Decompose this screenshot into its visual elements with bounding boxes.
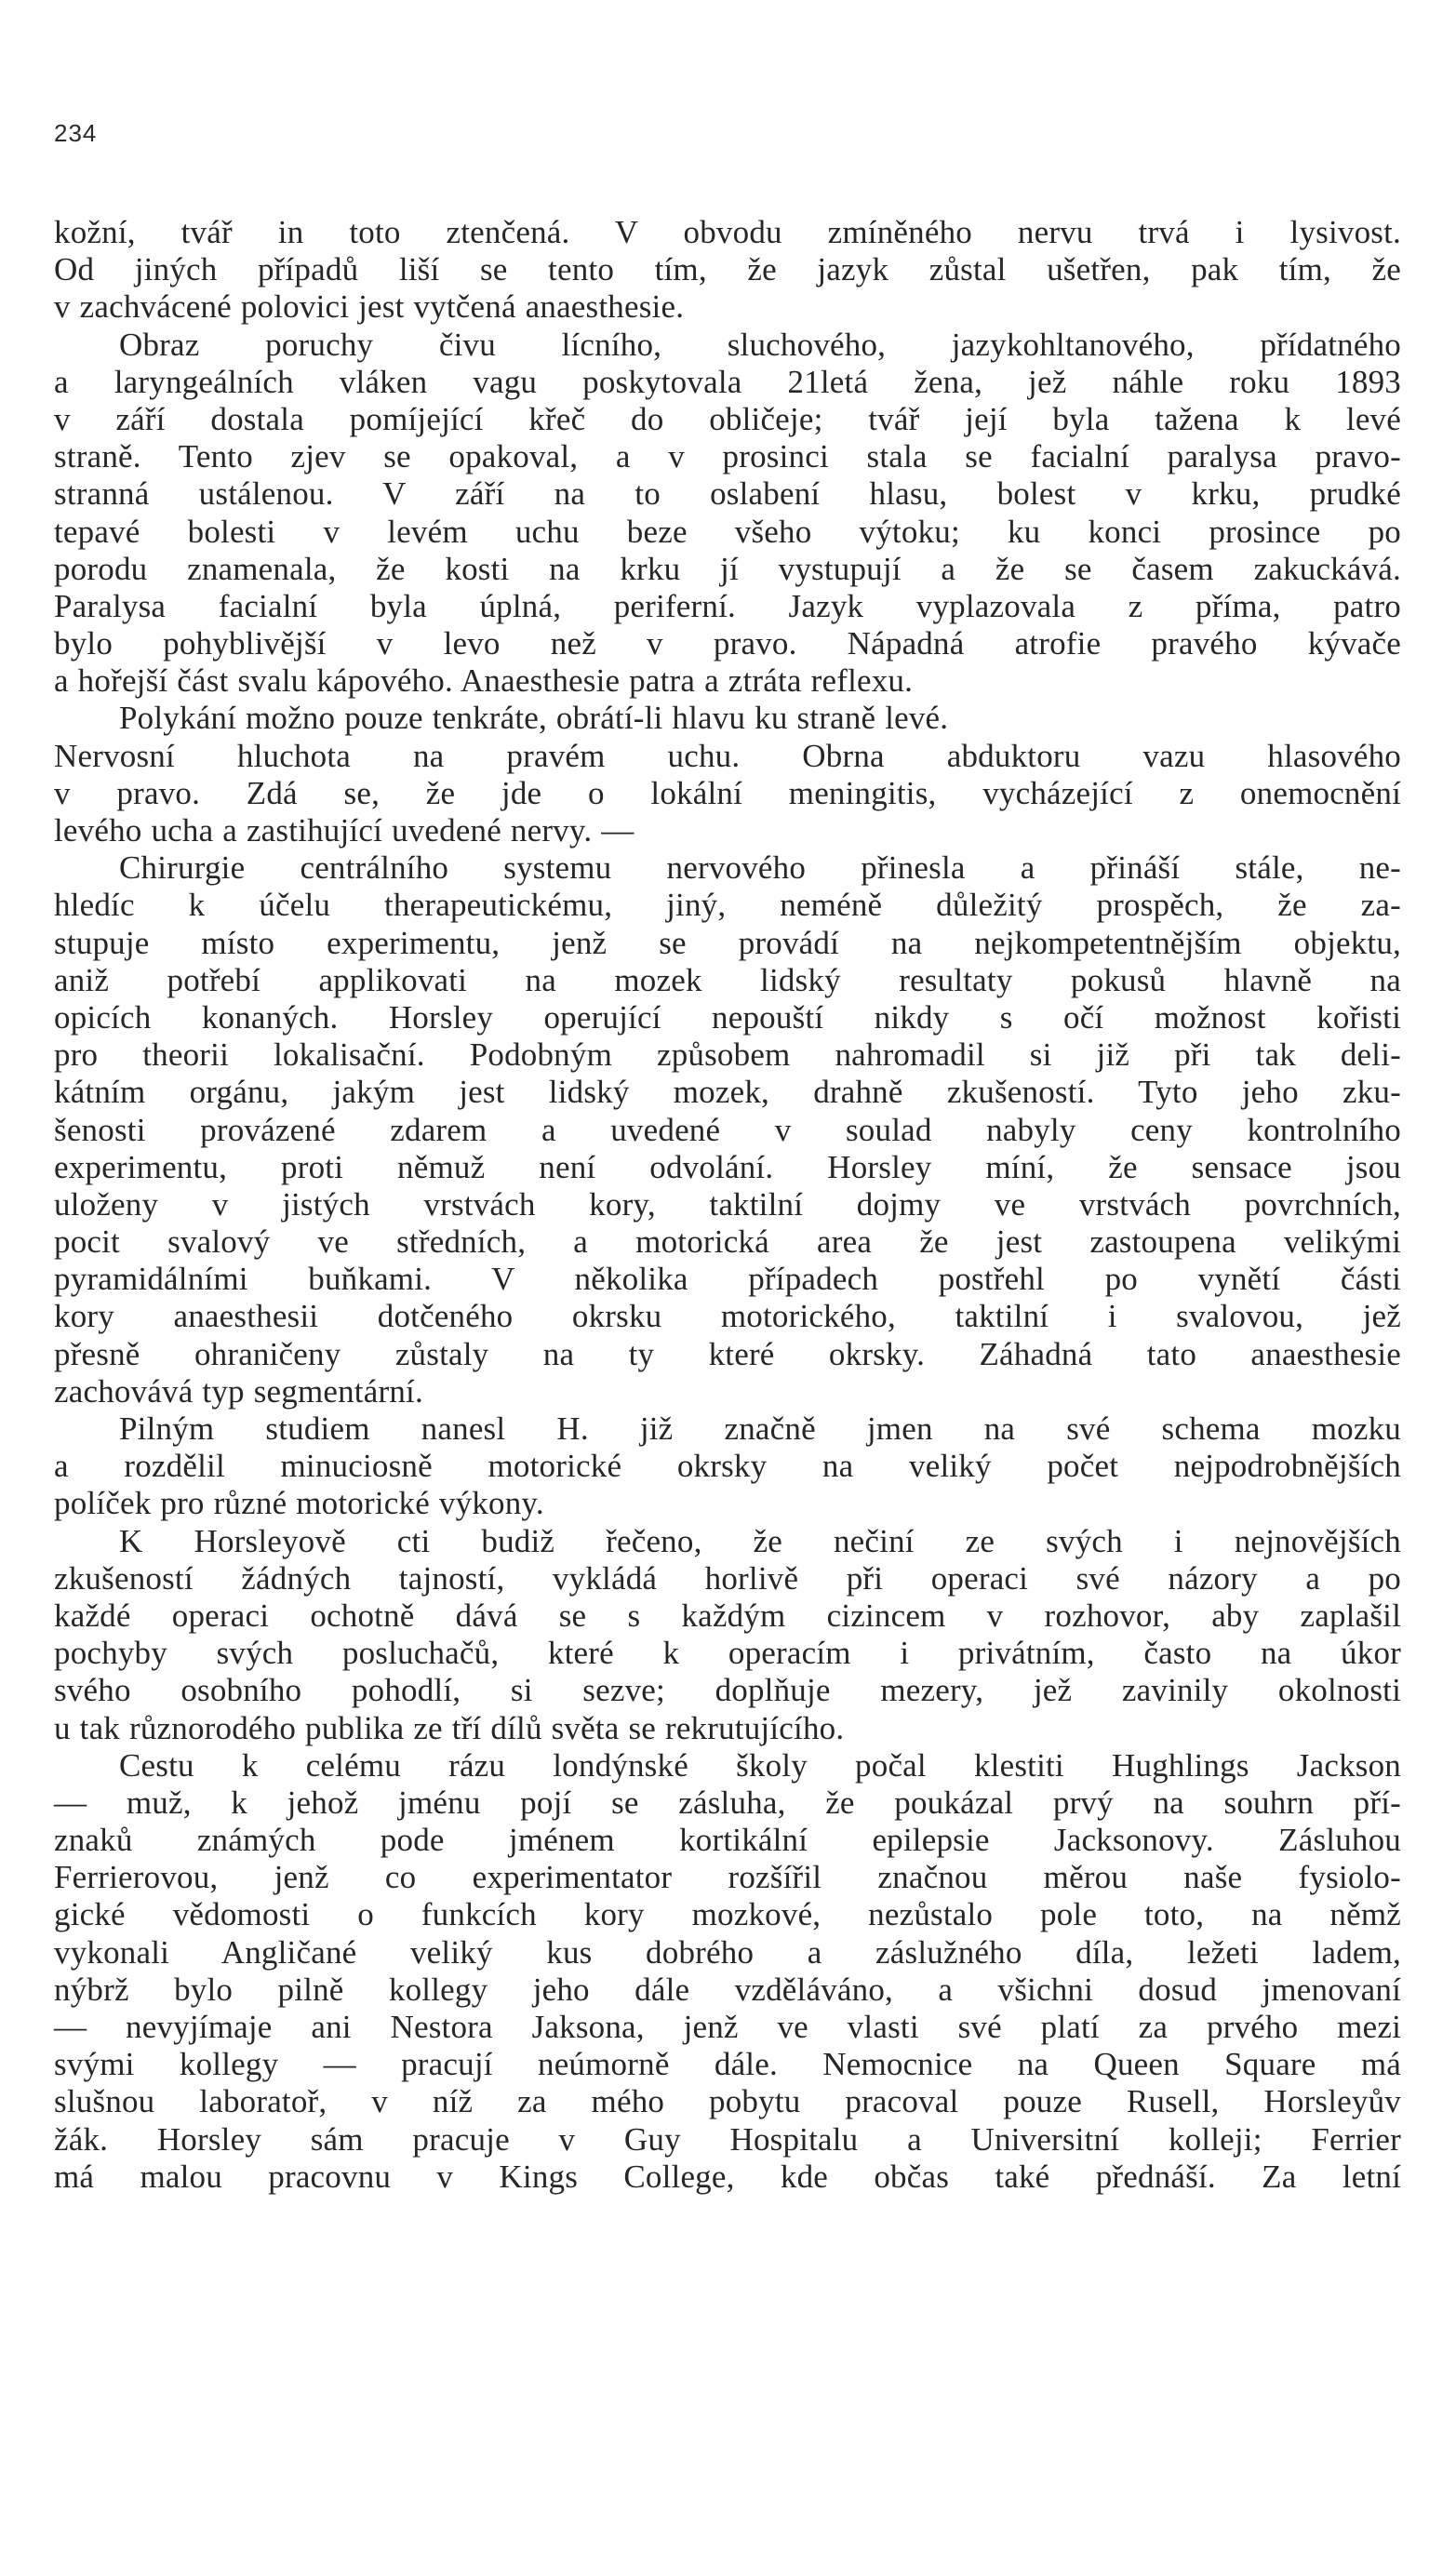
text-line: políček pro různé motorické výkony. [54, 1485, 544, 1522]
text-line: kory anaesthesii dotčeného okrsku motorického, taktilní i svalovou, jež [54, 1298, 1401, 1335]
text-line: aniž potřebí applikovati na mozek lidský resultaty pokusů hlavně na [54, 961, 1401, 998]
text-line: kožní, tvář in toto ztenčená. V obvodu zmíněného nervu trvá i lysivost. [54, 214, 1401, 250]
text-line: K Horsleyově cti budiž řečeno, že nečiní ze svých i nejnovějších [119, 1522, 1401, 1559]
text-line: kátním orgánu, jakým jest lidský mozek, drahně zkušeností. Tyto jeho zku- [54, 1074, 1401, 1111]
text-line: zachovává typ segmentární. [54, 1372, 423, 1410]
text-line: vykonali Angličané veliký kus dobrého a záslužného díla, ležeti ladem, [54, 1933, 1401, 1971]
text-line: svými kollegy — pracují neúmorně dále. Nemocnice na Queen Square má [54, 2046, 1401, 2083]
text-line: má malou pracovnu v Kings College, kde občas také přednáší. Za letní [54, 2158, 1401, 2195]
text-line: bylo pohyblivější v levo než v pravo. Nápadná atrofie pravého kývače [54, 625, 1401, 662]
text-line: a laryngeálních vláken vagu poskytovala 21letá žena, jež náhle roku 1893 [54, 363, 1401, 400]
text-line: — muž, k jehož jménu pojí se zásluha, že poukázal prvý na souhrn pří- [54, 1784, 1401, 1821]
text-line: — nevyjímaje ani Nestora Jaksona, jenž ve vlasti své platí za prvého mezi [54, 2009, 1401, 2045]
text-line: v zachvácené polovici jest vytčená anaesthesie. [54, 288, 685, 326]
text-line: Pilným studiem nanesl H. již značně jmen na své schema mozku [119, 1410, 1401, 1447]
text-line: svého osobního pohodlí, si sezve; doplňuje mezery, jež zavinily okolnosti [54, 1672, 1401, 1709]
text-line: žák. Horsley sám pracuje v Guy Hospitalu a Universitní kolleji; Ferrier [54, 2120, 1401, 2158]
text-line: porodu znamenala, že kosti na krku jí vystupují a že se časem zakuckává. [54, 550, 1401, 587]
text-line: pro theorii lokalisační. Podobným způsobem nahromadil si již při tak deli- [54, 1036, 1401, 1074]
text-line: uloženy v jistých vrstvách kory, taktilní dojmy ve vrstvách povrchních, [54, 1185, 1401, 1223]
text-line: stupuje místo experimentu, jenž se provádí na nejkompetentnějším objektu, [54, 924, 1401, 961]
text-line: u tak různorodého publika ze tří dílů světa se rekrutujícího. [54, 1709, 845, 1746]
text-line: pochyby svých posluchačů, které k operacím i privátním, často na úkor [54, 1635, 1401, 1672]
text-line: Chirurgie centrálního systemu nervového přinesla a přináší stále, ne- [119, 849, 1401, 887]
text-line: Ferrierovou, jenž co experimentator rozšířil značnou měrou naše fysiolo- [54, 1859, 1401, 1896]
text-line: opicích konaných. Horsley operující nepouští nikdy s očí možnost kořisti [54, 998, 1401, 1036]
text-line: straně. Tento zjev se opakoval, a v prosinci stala se facialní paralysa pravo- [54, 438, 1401, 475]
text-line: znaků známých pode jménem kortikální epilepsie Jacksonovy. Zásluhou [54, 1822, 1401, 1859]
text-line: a hořejší část svalu kápového. Anaesthesie patra a ztráta reflexu. [54, 662, 914, 700]
text-line: přesně ohraničeny zůstaly na ty které okrsky. Záhadná tato anaesthesie [54, 1335, 1401, 1372]
text-line: Cestu k celému rázu londýnské školy počal klestiti Hughlings Jackson [119, 1746, 1401, 1784]
text-line: nýbrž bylo pilně kollegy jeho dále vzděláváno, a všichni dosud jmenovaní [54, 1971, 1401, 2008]
text-line: tepavé bolesti v levém uchu beze všeho výtoku; ku konci prosince po [54, 513, 1401, 550]
text-line: Nervosní hluchota na pravém uchu. Obrna abduktoru vazu hlasového [54, 737, 1401, 774]
text-line: pyramidálními buňkami. V několika případech postřehl po vynětí části [54, 1261, 1401, 1298]
text-line: pocit svalový ve středních, a motorická area že jest zastoupena velikými [54, 1223, 1401, 1261]
text-line: Paralysa facialní byla úplná, periferní. Jazyk vyplazovala z přímа, patro [54, 587, 1401, 624]
text-line: každé operaci ochotně dává se s každým cizincem v rozhovor, aby zaplašil [54, 1597, 1401, 1634]
text-line: a rozdělil minuciosně motorické okrsky na veliký počet nejpodrobnějších [54, 1448, 1401, 1485]
text-line: zkušeností žádných tajností, vykládá horlivě při operaci své názory a po [54, 1559, 1401, 1597]
text-line: stranná ustálenou. V září na to oslabení hlasu, bolest v krku, prudké [54, 475, 1401, 513]
text-line: Od jiných případů liší se tento tím, že jazyk zůstal ušetřen, pak tím, že [54, 251, 1401, 288]
text-line: v pravo. Zdá se, že jde o lokální meningitis, vycházející z onemocnění [54, 774, 1401, 811]
text-line: v září dostala pomíjející křeč do obličeje; tvář její byla tažena k levé [54, 400, 1401, 437]
text-line: levého ucha a zastihující uvedené nervy. — [54, 812, 634, 849]
body-text [54, 214, 1401, 2196]
text-line: experimentu, proti němuž není odvolání. Horsley míní, že sensace jsou [54, 1148, 1401, 1185]
text-line: slušnou laboratoř, v níž za mého pobytu pracoval pouze Rusell, Horsleyův [54, 2083, 1401, 2120]
text-line: hledíc k účelu therapeutickému, jiný, neméně důležitý prospěch, že za- [54, 887, 1401, 924]
text-line: gické vědomosti o funkcích kory mozkové, nezůstalo pole toto, na němž [54, 1896, 1401, 1933]
text-line: Polykání možno pouze tenkráte, obrátí-li hlavu ku straně levé. [119, 700, 949, 737]
text-line: Obraz poruchy čivu lícního, sluchového, jazykohltanového, přídatného [119, 326, 1401, 363]
text-line: šenosti provázené zdarem a uvedené v soulad nabyly ceny kontrolního [54, 1111, 1401, 1148]
page-number: 234 [54, 119, 98, 147]
